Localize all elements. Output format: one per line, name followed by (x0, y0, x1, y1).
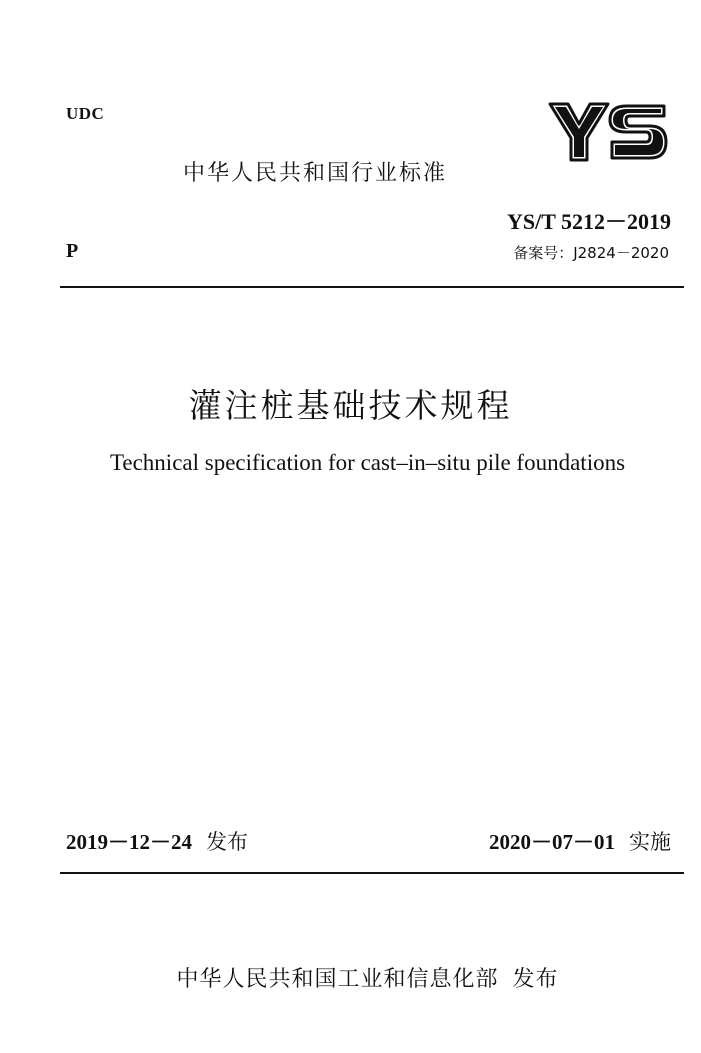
issue-date: 2019－12－24 (66, 830, 192, 854)
implement-label: 实施 (629, 830, 671, 854)
record-number: 备案号：J2824－2020 (513, 244, 669, 262)
title-english: Technical specification for cast–in–situ pile foundations (109, 450, 626, 475)
title-chinese: 灌注桩基础技术规程 (188, 386, 513, 425)
publisher-block (0, 962, 701, 993)
udc-label: UDC (66, 104, 105, 123)
top-divider (60, 286, 684, 288)
issue-date-block (66, 826, 248, 856)
implement-date: 2020－07－01 (489, 830, 615, 854)
publish-label: 发布 (512, 967, 559, 992)
publisher-name: 中华人民共和国工业和信息化部 (176, 967, 499, 992)
implement-date-block (489, 826, 671, 856)
ys-logo (546, 98, 670, 164)
standard-number: YS/T 5212－2019 (506, 209, 671, 234)
category-letter: P (66, 240, 79, 262)
bottom-divider (60, 872, 684, 874)
issue-label: 发布 (206, 830, 248, 854)
industry-standard-title: 中华人民共和国行业标准 (183, 161, 448, 186)
